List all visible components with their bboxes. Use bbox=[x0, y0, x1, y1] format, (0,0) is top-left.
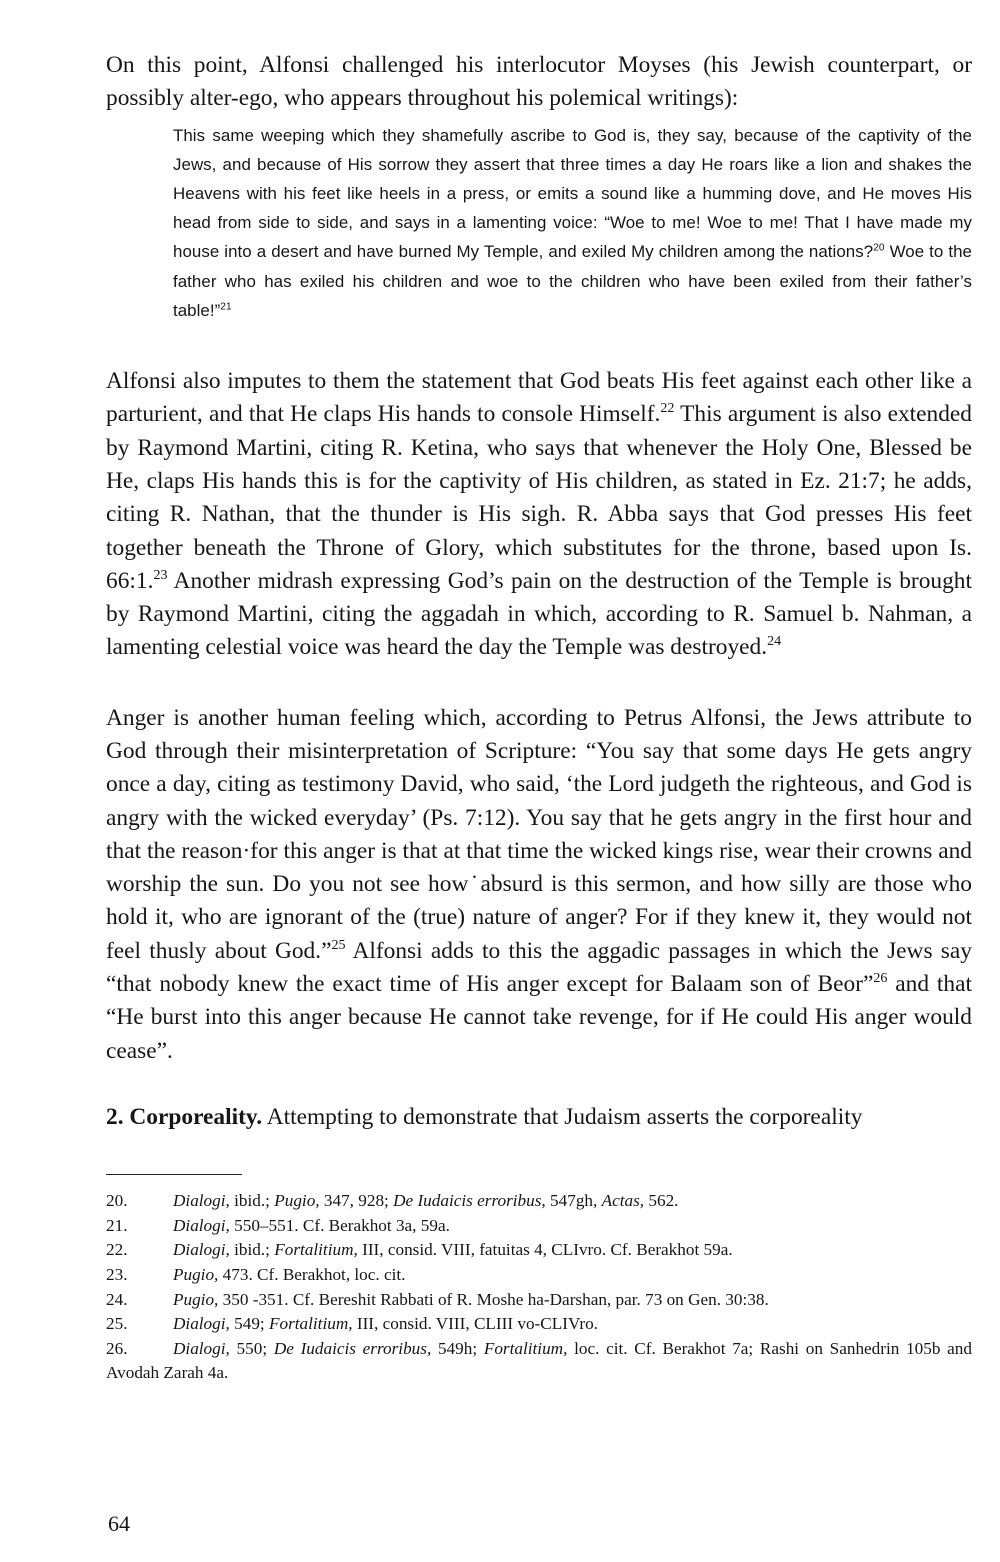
footnote-text bbox=[173, 1189, 972, 1214]
footnote-ref-22[interactable]: 22 bbox=[660, 400, 675, 417]
footnote-work-title: Pugio, bbox=[274, 1191, 320, 1211]
footnote-citation: III, consid. VIII, fatuitas 4, CLIvro. Cf. Berakhot 59a. bbox=[357, 1240, 733, 1260]
footnote-work-title: De Iudaicis erroribus, bbox=[273, 1338, 432, 1358]
para2-text-2: This argument is also extended by Raymond Martini, citing R. Ketina, who says that whenever the Holy One, Blessed be He, claps His hands this is for the captivity of His children, as stated in Ez. 21:7; he adds, citing R. Nathan, that the thunder is His sigh. R. Abba says that God presses His feet together beneath the Throne of Glory, which substitutes for the throne, based upon Is. 66:1. bbox=[106, 401, 972, 594]
footnote-citation: 549; bbox=[229, 1314, 269, 1334]
footnote-citation: 473. Cf. Berakhot, loc. cit. bbox=[218, 1265, 406, 1285]
footnote-ref-26[interactable]: 26 bbox=[873, 970, 888, 987]
footnotes bbox=[106, 1189, 972, 1386]
footnote-citation: ibid.; bbox=[229, 1240, 275, 1260]
footnote-citation: III, consid. VIII, CLIII vo-CLIVro. bbox=[352, 1314, 598, 1334]
footnote-20 bbox=[106, 1189, 972, 1214]
para2-text-1: Alfonsi also imputes to them the statement that God beats His feet against each other like a parturient, and that He claps His hands to console Himself. bbox=[106, 368, 972, 428]
footnote-ref-20[interactable]: 20 bbox=[873, 242, 885, 254]
section-lead-text: Attempting to demonstrate that Judaism asserts the corporeality bbox=[262, 1103, 863, 1130]
quote-text-2: Woe to the father who has exiled his children and woe to the children who have been exiled from their father’s table!” bbox=[173, 242, 972, 320]
footnote-text bbox=[173, 1288, 972, 1313]
para2-text-3: Another midrash expressing God’s pain on the destruction of the Temple is brought by Raymond Martini, citing the aggadah in which, according to R. Samuel b. Nahman, a lamenting celestial voice was heard the day the Temple was destroyed. bbox=[106, 567, 972, 661]
section-heading-corporeality bbox=[106, 1101, 972, 1134]
footnote-citation: 550–551. Cf. Berakhot 3a, 59a. bbox=[229, 1215, 450, 1235]
footnote-text bbox=[173, 1312, 972, 1337]
intro-paragraph bbox=[106, 49, 972, 116]
footnote-citation: 562. bbox=[644, 1191, 679, 1211]
footnote-number: 26. bbox=[106, 1338, 128, 1358]
footnote-work-title: Fortalitium, bbox=[268, 1314, 353, 1334]
section-number: 2. bbox=[106, 1103, 124, 1130]
footnote-work-title: Dialogi, bbox=[173, 1240, 230, 1260]
para3-text-3: and that “He burst into this anger because He cannot take revenge, for if He could His anger would cease”. bbox=[106, 971, 972, 1064]
footnote-number: 21. bbox=[106, 1215, 128, 1235]
footnote-ref-25[interactable]: 25 bbox=[331, 936, 346, 953]
page-content bbox=[106, 40, 972, 1386]
intro-text: On this point, Alfonsi challenged his interlocutor Moyses (his Jewish counterpart, or possibly alter-ego, who appears throughout his polemical writings): bbox=[106, 52, 972, 112]
block-quote bbox=[173, 121, 972, 325]
footnote-23 bbox=[106, 1263, 972, 1288]
footnote-number: 23. bbox=[106, 1265, 128, 1285]
footnote-citation: 547gh, bbox=[545, 1191, 602, 1211]
footnote-citation: 350 -351. Cf. Bereshit Rabbati of R. Moshe ha-Darshan, par. 73 on Gen. 30:38. bbox=[218, 1289, 769, 1309]
paragraph-raymond-martini bbox=[106, 365, 972, 665]
footnote-work-title: Fortalitium, bbox=[483, 1338, 568, 1358]
footnote-text bbox=[173, 1214, 972, 1239]
footnote-24 bbox=[106, 1288, 972, 1313]
section-title: Corporeality. bbox=[129, 1103, 263, 1130]
footnote-number: 20. bbox=[106, 1191, 128, 1211]
footnote-number: 24. bbox=[106, 1289, 128, 1309]
footnote-ref-24[interactable]: 24 bbox=[767, 633, 782, 650]
footnote-work-title: Fortalitium, bbox=[274, 1240, 358, 1260]
footnote-26 bbox=[106, 1337, 972, 1386]
footnote-ref-23[interactable]: 23 bbox=[153, 567, 168, 583]
quote-text-1: This same weeping which they shamefully ascribe to God is, they say, because of the captivity of the Jews, and because of His sorrow they assert that three times a day He roars like a lion and shakes the Heavens with his feet like heels in a press, or emits a sound like a humming dove, and He moves His head from side to side, and says in a lamenting voice: “Woe to me! Woe to me! That I have made my house into a desert and have burned My Temple, and exiled My children among the nations? bbox=[173, 125, 972, 262]
footnote-citation: 550; bbox=[229, 1338, 274, 1358]
footnote-21 bbox=[106, 1214, 972, 1239]
footnote-work-title: Dialogi, bbox=[173, 1338, 230, 1358]
footnote-22 bbox=[106, 1238, 972, 1263]
footnote-work-title: Pugio, bbox=[173, 1289, 219, 1309]
footnote-work-title: Pugio, bbox=[173, 1265, 219, 1285]
footnote-divider bbox=[106, 1174, 242, 1175]
footnote-citation: 347, 928; bbox=[319, 1191, 394, 1211]
footnote-text bbox=[173, 1263, 972, 1288]
footnote-citation: 549h; bbox=[431, 1338, 484, 1358]
footnote-citation: loc. cit. Cf. Berakhot 7a; Rashi on Sanhedrin 105b and Avodah Zarah 4a. bbox=[106, 1338, 972, 1383]
footnote-number: 22. bbox=[106, 1240, 128, 1260]
footnote-text bbox=[173, 1238, 972, 1263]
para3-text-2: Alfonsi adds to this the aggadic passages in which the Jews say “that nobody knew the exact time of His anger except for Balaam son of Beor” bbox=[106, 937, 972, 998]
footnote-number: 25. bbox=[106, 1314, 128, 1334]
footnote-work-title: Dialogi, bbox=[173, 1191, 230, 1211]
paragraph-anger bbox=[106, 702, 972, 1068]
footnote-citation: ibid.; bbox=[229, 1191, 275, 1211]
para3-text-1: Anger is another human feeling which, according to Petrus Alfonsi, the Jews attribute to God through their misinterpretation of Scripture: “You say that some days He gets angry once a day, citing as testimony David, who said, ‘the Lord judgeth the righteous, and God is angry with the wicked everyday’ (Ps. 7:12). You say that he gets angry in the first hour and that the reason·for this anger is that at that time the wicked kings rise, wear their crowns and worship the sun. Do you not see how˙absurd is this sermon, and how silly are those who hold it, who are ignorant of the (true) nature of anger? For if they knew it, they would not feel thusly about God.” bbox=[106, 704, 972, 964]
footnote-ref-21[interactable]: 21 bbox=[220, 301, 232, 313]
footnote-work-title: Actas, bbox=[601, 1191, 645, 1211]
footnote-work-title: De Iudaicis erroribus, bbox=[393, 1191, 546, 1211]
footnote-work-title: Dialogi, bbox=[173, 1314, 230, 1334]
page-number: 64 bbox=[108, 1511, 130, 1536]
footnote-25 bbox=[106, 1312, 972, 1337]
footnote-work-title: Dialogi, bbox=[173, 1215, 230, 1235]
